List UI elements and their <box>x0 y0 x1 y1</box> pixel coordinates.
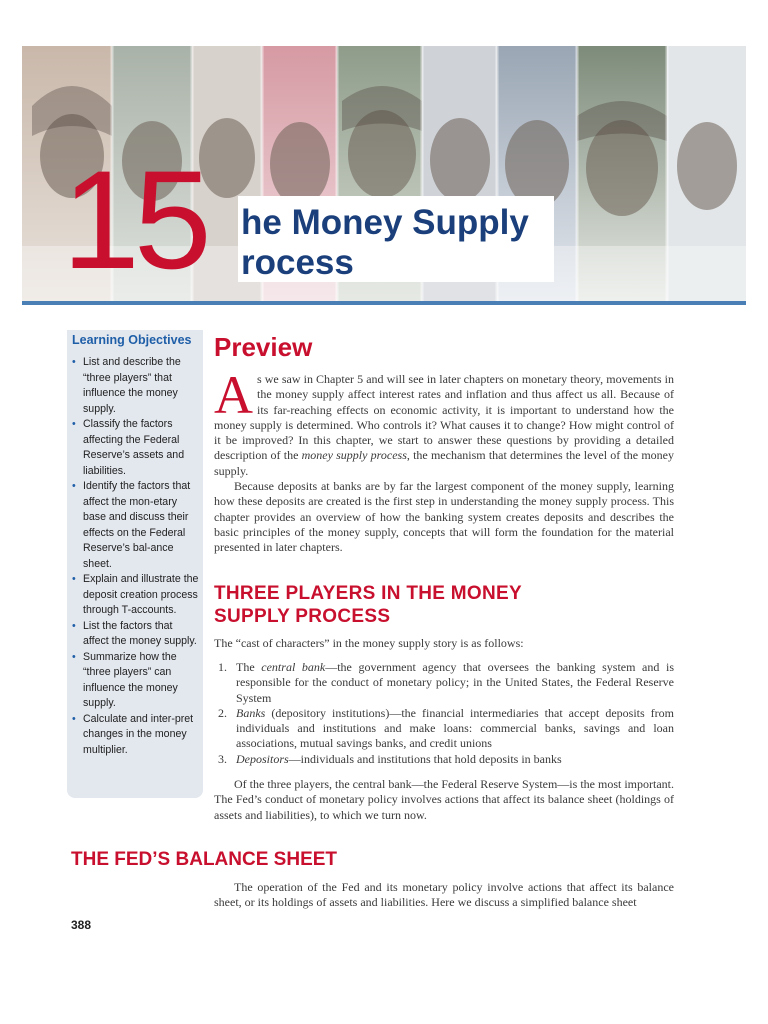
objective-item: • Summarize how the “three players” can influence the money supply. <box>72 650 200 712</box>
preview-heading: Preview <box>214 332 313 362</box>
player-number: 2. <box>218 705 227 720</box>
page-number: 388 <box>71 918 92 932</box>
objective-item: • List and describe the “three players” that influence the money supply. <box>72 355 200 417</box>
player-item <box>218 752 674 767</box>
learning-objectives-list <box>72 355 200 758</box>
player-term: central bank <box>261 660 326 674</box>
objective-item: • Identify the factors that affect the mon-etary base and discuss their effects on the Federal Reserve’s bal-ance sheet. <box>72 479 200 572</box>
fed-balance-sheet-paragraph: The operation of the Fed and its monetary policy involve actions that affect its balance sheet, or its holdings of assets and liabilities. Here we discuss a simplified balance sheet <box>214 880 674 910</box>
three-players-closing: Of the three players, the central bank—the Federal Reserve System—is the most important. The Fed’s conduct of monetary policy involves actions that affect its balance sheet (holdings of assets and liabilities), to which we turn now. <box>214 777 674 822</box>
chapter-title-line1: he Money Supply <box>241 203 529 242</box>
player-item <box>218 660 674 706</box>
chapter-title <box>241 203 529 283</box>
preview-term: money supply process <box>301 448 407 463</box>
preview-paragraph-1 <box>214 365 674 479</box>
chapter-title-line2: rocess <box>241 243 354 282</box>
objective-item: • Classify the factors affecting the Federal Reserve’s assets and liabilities. <box>72 417 200 479</box>
three-players-heading-line2: SUPPLY PROCESS <box>214 606 391 627</box>
preview-text-b: , the mechanism that determines the level of the money supply. <box>214 448 674 478</box>
three-players-heading-line1: THREE PLAYERS IN THE MONEY <box>214 583 522 604</box>
objective-item: • Explain and illustrate the deposit creation process through T-accounts. <box>72 572 200 619</box>
player-description: —the government agency that oversees the banking system and is responsible for the conduct of monetary policy; in the United States, the Federal Reserve System <box>236 660 675 705</box>
preview-text-a: s we saw in Chapter 5 and will see in later chapters on monetary theory, movements in the money supply affect interest rates and inflation and thus affect us all. Because of its far-reaching effects on economic activity, it is important to understand how the money supply is determined. Who controls it? What causes it to change? How might control of it be improved? In this chapter, we start to answer these questions by providing a detailed description of the <box>214 372 674 463</box>
objective-item: • List the factors that affect the money supply. <box>72 619 200 650</box>
player-number: 3. <box>218 751 227 766</box>
chapter-number: 15 <box>62 141 206 298</box>
player-description: —individuals and institutions that hold deposits in banks <box>288 751 562 766</box>
three-players-heading <box>214 582 522 628</box>
player-term: Depositors <box>236 751 289 766</box>
objective-item: • Calculate and inter-pret changes in the money multiplier. <box>72 712 200 759</box>
player-lead: The <box>236 660 262 674</box>
banner-rule <box>22 301 746 305</box>
learning-objectives-heading: Learning Objectives <box>72 333 192 347</box>
player-item <box>218 706 674 752</box>
player-number: 1. <box>218 660 227 674</box>
three-players-intro: The “cast of characters” in the money supply story is as follows: <box>214 636 524 650</box>
fed-balance-sheet-heading: THE FED’S BALANCE SHEET <box>71 849 338 870</box>
player-description: (depository institutions)—the financial intermediaries that accept deposits from individuals and institutions and make loans: commercial banks, savings and loan associations, mutual savings banks, and credit unions <box>236 705 674 751</box>
player-term: Banks <box>236 705 266 720</box>
players-list <box>218 660 674 767</box>
preview-paragraph-2: Because deposits at banks are by far the largest component of the money supply, learning how these deposits are created is the first step in understanding the money supply process. This chapter provides an overview of how the banking system creates deposits and describes the basic principles of the money supply, concepts that will form the foundation for the material presented in later chapters. <box>214 479 674 555</box>
drop-cap: A <box>214 365 253 425</box>
